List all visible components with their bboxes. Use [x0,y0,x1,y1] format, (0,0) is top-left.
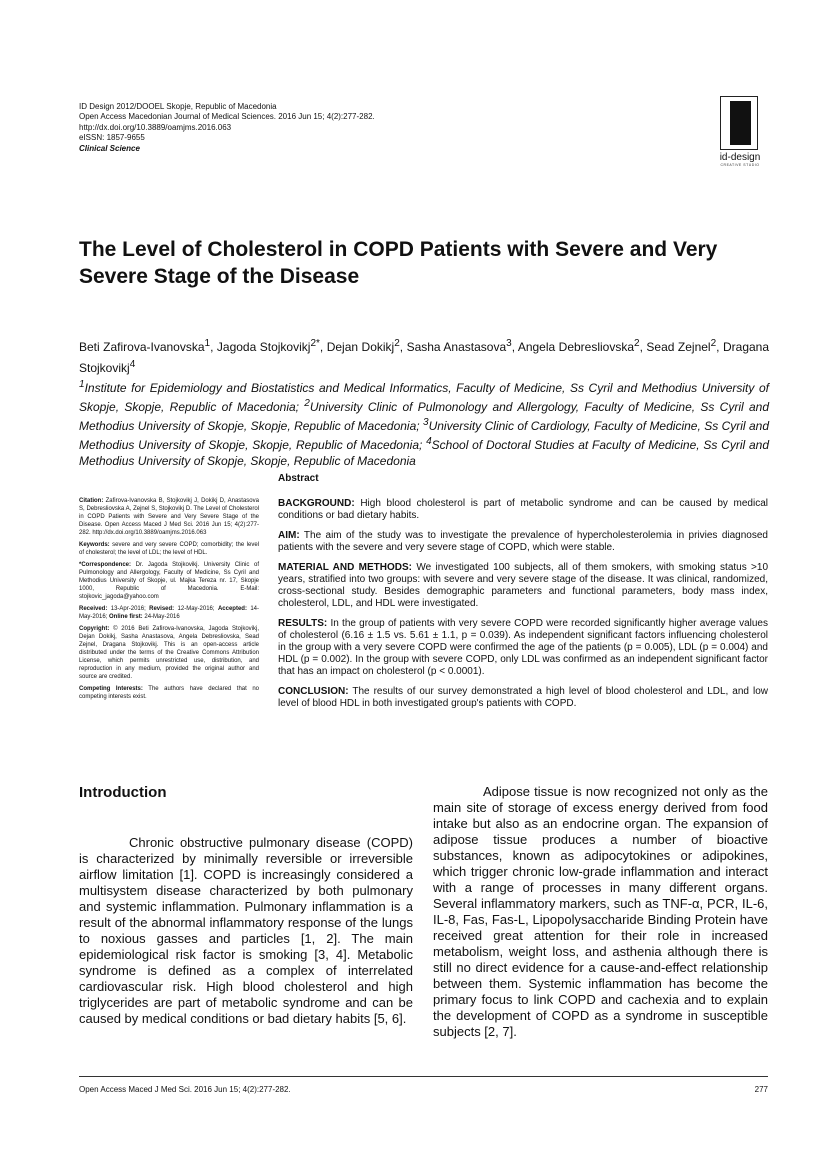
abstract-methods [278,562,768,610]
journal-citation-line: Open Access Macedonian Journal of Medical Sciences. 2016 Jun 15; 4(2):277-282. [79,112,375,122]
dates-block [79,605,259,621]
affiliation-mark: 2 [304,398,310,409]
copyright-block [79,625,259,681]
competing-interests-block [79,685,259,701]
revised-label: Revised: [149,606,175,612]
abstract-results [278,618,768,678]
received-value: 13-Apr-2016; [107,606,150,612]
conclusion-label: CONCLUSION: [278,686,349,697]
competing-interests-text: The authors have declared that no competing interests exist. [79,686,259,700]
article-title: The Level of Cholesterol in COPD Patients with Severe and Very Severe Stage of the Disease [79,238,718,288]
received-label: Received: [79,606,108,612]
methods-text: We investigated 100 subjects, all of them smokers, with smoking status >10 years, stratified into two groups: with severe and very severe stage of the disease. It was clinical, randomized, cross-sectional study. Besides demographic parameters and functional parameters, body mass index, cholesterol, LDL, and HDL were investigated. [278,562,769,609]
logo-subtext: CREATIVE STUDIO [720,163,760,167]
author-name: , Sasha Anastasova [399,340,507,354]
affiliation-text: School of Doctoral Studies at Faculty of Medicine, Ss Cyril and Methodius University of Skopje, Skopje, Republic of Macedonia [79,438,769,468]
introduction-paragraph-right: Adipose tissue is now recognized not only as the main site of storage of excess energy derived from food intake but also as an endocrine organ. The expansion of adipose tissue produces a number of bioactive substances, known as adipocytokines or adipokines, which trigger chronic low-grade inflammation and interact with a range of processes in many different organs. Several inflammatory markers, such as TNF-α, PCR, IL-6, IL-8, Fas, Fas-L, Lipopolysaccharide Binding Protein have received great attention for their role in increased metabolism, weight loss, and asthenia although there is still no direct evidence for a cause-and-effect relationship between them. Systemic inflammation has become the primary focus to link COPD and cachexia and to explain the development of COPD as a syndrome in susceptible subjects [2, 7]. [433,784,768,1039]
correspondence-label: *Correspondence: [79,562,132,568]
author-affiliation-mark: 2 [394,338,400,349]
page-number: 277 [754,1085,768,1094]
affiliation-text: Institute for Epidemiology and Biostatistics and Medical Informatics, Faculty of Medicine, Ss Cyril and Methodius University of Skopje, Skopje, Republic of Macedonia; [79,381,769,414]
conclusion-text: The results of our survey demonstrated a high level of blood cholesterol and LDL, and low level of blood HDL in both investigated group's patients with COPD. [278,686,768,709]
author-name: , Sead Zejnel [639,340,711,354]
background-text: High blood cholesterol is part of metabolic syndrome and can be caused by medical conditions or bad dietary habits. [278,498,768,521]
citation-label: Citation: [79,498,104,504]
author-affiliation-mark: 2* [310,338,320,349]
results-label: RESULTS: [278,618,328,629]
results-text: In the group of patients with very severe COPD were recorded significantly higher average values of cholesterol (6.16 ± 1.5 vs. 5.61 ± 1.1, p = 0.039). As independent significant factors influencing cholesterol in the group with a very severe COPD were confirmed the age of the patients (p = 0.005), LDL (p = 0.004) and HDL (p = 0.002). In the group with severe COPD, only LDL was confirmed as an independent significant factor that has an impact on cholesterol (p < 0.0001). [278,618,768,677]
copyright-text: © 2016 Beti Zafirova-Ivanovska, Jagoda Stojkovikj, Dejan Dokikj, Sasha Anastasova, Angela Debresliovska, Sead Zejnel, Dragana Stojkovikj. This is an open-access article distributed under the terms of the Creative Commons Attribution License, which permits unrestricted use, distribution, and reproduction in any medium, provided the original author and source are credited. [79,626,259,680]
logo-mark-icon [730,101,751,145]
section-label: Clinical Science [79,143,140,153]
author-affiliation-mark: 4 [129,359,136,370]
journal-header [79,102,599,154]
online-first-label: Online first: [109,614,143,620]
doi-link[interactable]: http://dx.doi.org/10.3889/oamjms.2016.063 [79,122,232,132]
copyright-label: Copyright: [79,626,110,632]
article-info-sidebar [79,497,259,705]
author-name: Beti Zafirova-Ivanovska [79,340,205,354]
author-affiliation-mark: 2 [634,338,640,349]
affiliation-text: University Clinic of Cardiology, Faculty of Medicine, Ss Cyril and Methodius University of Skopje, Skopje, Republic of Macedonia; [79,419,769,452]
accepted-value: 14-May-2016; [79,606,260,620]
affiliation-mark: 1 [79,379,85,390]
affiliation-mark: 4 [426,436,432,447]
author-name: , Dejan Dokikj [319,340,395,354]
author-affiliation-mark: 2 [710,338,717,349]
affiliation-mark: 3 [423,417,429,428]
methods-label: MATERIAL AND METHODS: [278,562,413,573]
correspondence-block [79,561,259,601]
author-list [79,335,769,377]
correspondence-text: Dr. Jagoda Stojkovikj. University Clinic of Pulmonology and Allergology, Faculty of Medicine, Ss Cyril and Methodius University of Skopje, ul. Majka Tereza nr. 17, Skopje 1000, Republic of Macedonia. E-Mail: stojkovic_jagoda@yahoo.com [79,562,259,600]
footer-divider [79,1076,768,1077]
accepted-label: Accepted: [217,606,247,612]
author-affiliation-mark: 1 [204,338,211,349]
abstract-heading: Abstract [278,473,319,484]
introduction-heading: Introduction [79,784,167,801]
citation-block [79,497,259,537]
abstract [278,473,768,718]
competing-interests-label: Competing Interests: [79,686,143,692]
affiliation-text: University Clinic of Pulmonology and Allergology, Faculty of Medicine, Ss Cyril and Methodius University of Skopje, Skopje, Republic of Macedonia; [79,400,769,433]
eissn-line: eISSN: 1857-9655 [79,133,145,143]
keywords-label: Keywords: [79,542,110,548]
affiliations [79,377,769,469]
abstract-background [278,498,768,522]
abstract-aim [278,530,768,554]
citation-text: Zafirova-Ivanovska B, Stojkovikj J, Dokikj D, Anastasova S, Debresliovska A, Zejnel S, Stojkovikj D. The Level of Cholesterol in COPD Patients with Severe and Very Severe Stage of the Disease. Open Access Maced J Med Sci. 2016 Jun 15; 4(2):277-282. http://dx.doi.org/10.3889/oamjms.2016.063 [79,498,259,536]
author-affiliation-mark: 3 [506,338,512,349]
online-first-value: 24-May-2016 [142,614,180,620]
logo-frame-icon [720,96,758,150]
background-label: BACKGROUND: [278,498,355,509]
logo-text: id-design [719,152,761,163]
aim-text: The aim of the study was to investigate the prevalence of hypercholesterolemia in privies diagnosed patients with the severe and very severe stage of COPD, which were stable. [278,530,768,553]
abstract-conclusion [278,686,768,710]
publisher-line: ID Design 2012/DOOEL Skopje, Republic of Macedonia [79,102,277,111]
author-name: , Angela Debresliovska [511,340,635,354]
introduction-paragraph-left: Chronic obstructive pulmonary disease (COPD) is characterized by minimally reversible or irreversible airflow limitation [1]. COPD is increasingly considered a multisystem disease characterized by both pulmonary and systemic inflammation. Pulmonary inflammation is a result of the abnormal inflammatory response of the lungs to noxious gasses and particles [1, 2]. The main epidemiological risk factor is smoking [3, 4]. Metabolic syndrome is defined as a complex of interrelated cardiovascular risk. High blood cholesterol and high triglycerides are part of metabolic syndrome and can be caused by medical conditions or bad dietary habits [5, 6]. [79,835,413,1026]
keywords-block [79,541,259,557]
aim-label: AIM: [278,530,300,541]
author-name: , Dragana Stojkovikj [79,340,770,375]
keywords-text: severe and very severe COPD; comorbidity; the level of cholesterol; the level of LDL; the level of HDL. [79,542,259,556]
revised-value: 12-May-2016; [174,606,215,612]
author-name: , Jagoda Stojkovikj [210,340,311,354]
id-design-logo [718,96,764,170]
footer-citation: Open Access Maced J Med Sci. 2016 Jun 15; 4(2):277-282. [79,1085,291,1094]
